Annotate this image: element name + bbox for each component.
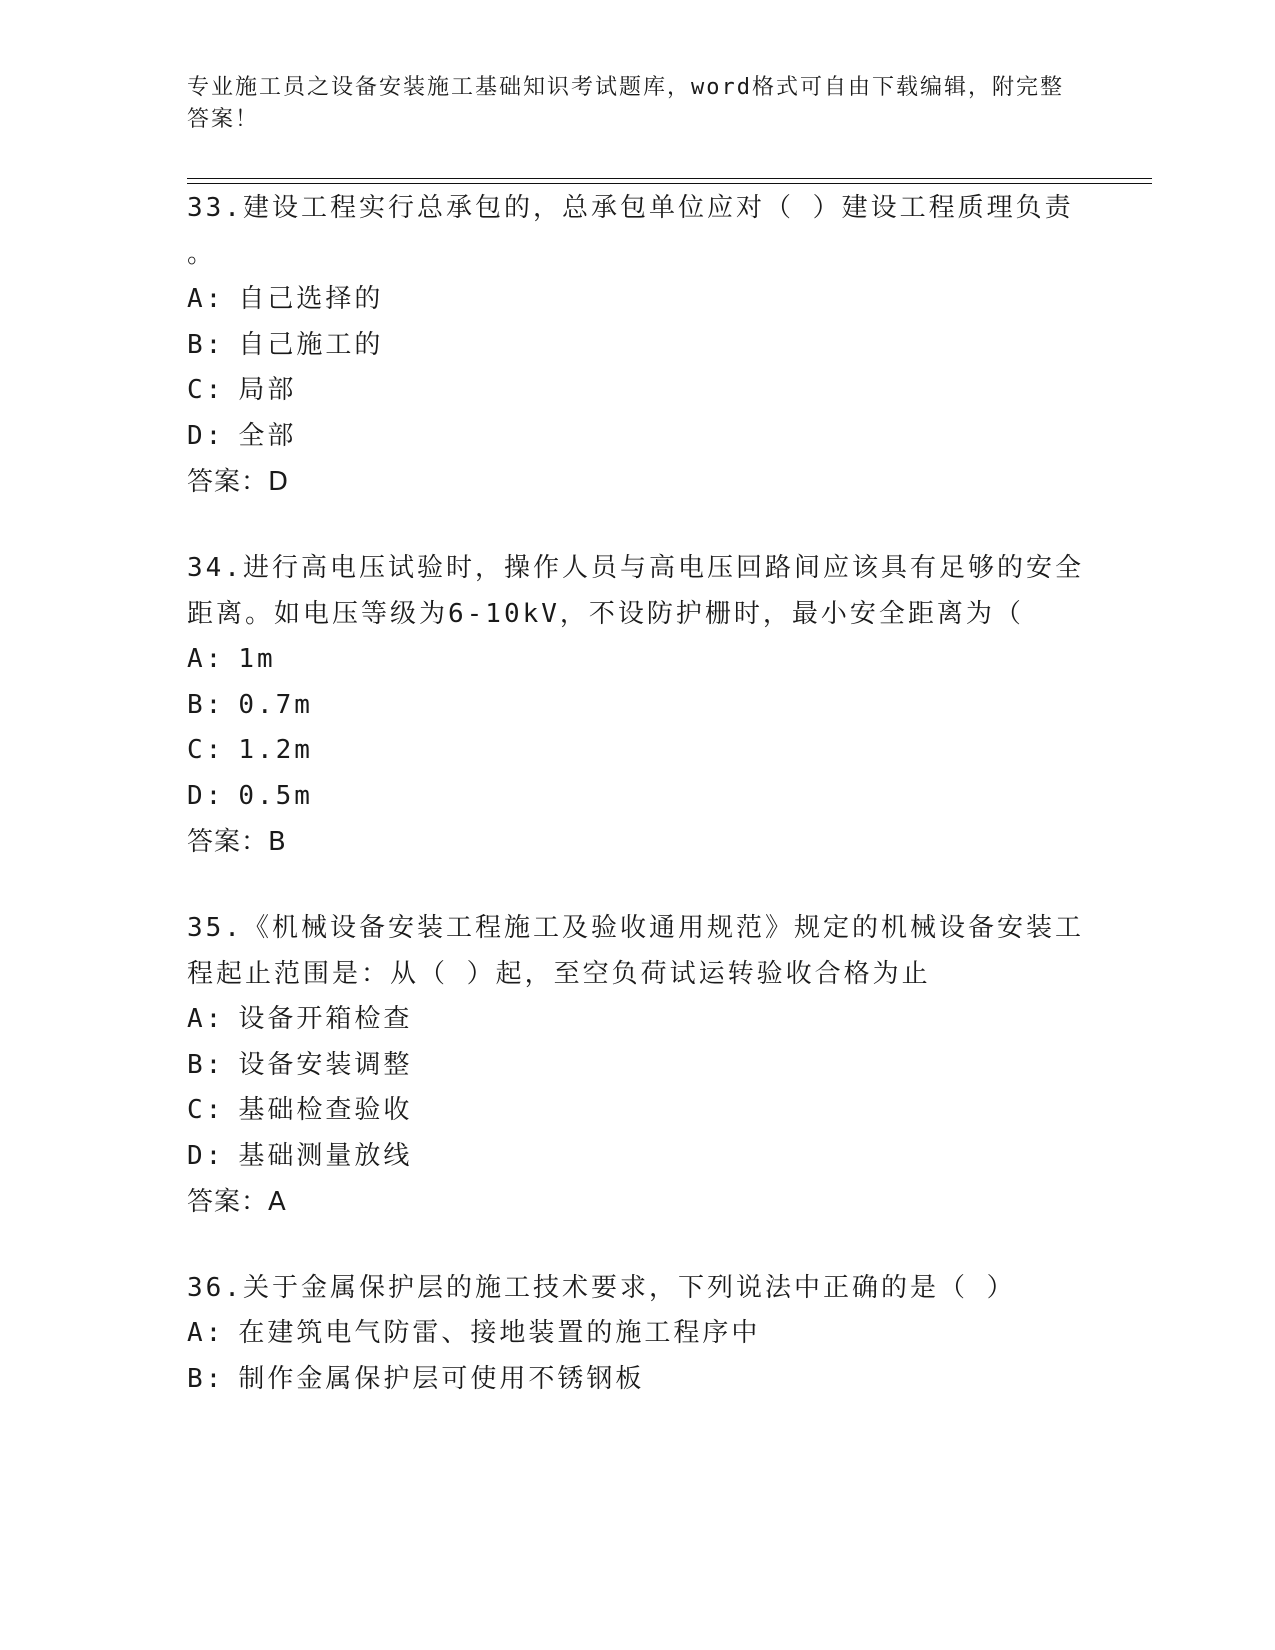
question-stem: 33.建设工程实行总承包的，总承包单位应对（ ）建设工程质理负责 — [187, 193, 1074, 223]
option-letter: B: — [187, 329, 225, 360]
question-33 — [187, 185, 1087, 505]
question-34 — [187, 545, 1087, 865]
option-letter: B: — [187, 689, 225, 720]
option-a — [187, 277, 1087, 323]
option-text: 1.2m — [238, 735, 313, 765]
option-letter: C: — [187, 735, 225, 765]
option-text: 设备安装调整 — [238, 1049, 413, 1080]
option-text: 1m — [238, 644, 276, 674]
option-text: 在建筑电气防雷、接地装置的施工程序中 — [238, 1318, 761, 1348]
option-letter: A: — [187, 1318, 225, 1348]
option-a — [187, 637, 1087, 683]
answer-line: 答案：A — [187, 1187, 287, 1217]
option-b — [187, 683, 1087, 729]
question-35 — [187, 905, 1087, 1225]
option-text: 0.5m — [238, 780, 313, 811]
option-text: 制作金属保护层可使用不锈钢板 — [238, 1363, 645, 1394]
option-letter: A: — [187, 284, 225, 314]
option-d — [187, 1134, 1087, 1180]
option-letter: B: — [187, 1363, 225, 1394]
option-c — [187, 1088, 1087, 1134]
option-letter: D: — [187, 780, 225, 811]
option-letter: A: — [187, 644, 225, 674]
option-b — [187, 1357, 1087, 1403]
option-letter: B: — [187, 1049, 225, 1080]
question-stem: 35.《机械设备安装工程施工及验收通用规范》规定的机械设备安装工 — [187, 913, 1084, 943]
question-stem: 34.进行高电压试验时，操作人员与高电压回路间应该具有足够的安全 — [187, 553, 1084, 583]
option-text: 基础测量放线 — [238, 1140, 413, 1171]
option-text: 基础检查验收 — [238, 1095, 413, 1125]
option-c — [187, 728, 1087, 774]
answer-line: 答案：B — [187, 827, 287, 857]
option-text: 局部 — [238, 375, 297, 405]
option-text: 自己选择的 — [238, 284, 384, 314]
question-stem: 36.关于金属保护层的施工技术要求，下列说法中正确的是（ ） — [187, 1273, 1016, 1303]
option-c — [187, 368, 1087, 414]
option-letter: C: — [187, 375, 225, 405]
option-a — [187, 1311, 1087, 1357]
option-d — [187, 774, 1087, 820]
option-text: 0.7m — [238, 689, 313, 720]
option-b — [187, 323, 1087, 369]
option-text: 全部 — [238, 420, 297, 451]
question-stem-continued: 程起止范围是：从（ ）起，至空负荷试运转验收合格为止 — [187, 959, 931, 989]
option-text: 自己施工的 — [238, 329, 384, 360]
question-stem-continued: 距离。如电压等级为6-10kV，不设防护栅时，最小安全距离为（ — [187, 599, 1024, 629]
header-divider-top — [187, 178, 1152, 179]
option-letter: A: — [187, 1004, 225, 1034]
option-letter: C: — [187, 1095, 225, 1125]
option-text: 设备开箱检查 — [238, 1004, 413, 1034]
header-divider-bottom — [187, 183, 1152, 184]
option-a — [187, 997, 1087, 1043]
option-d — [187, 414, 1087, 460]
option-letter: D: — [187, 420, 225, 451]
question-stem-continued: 。 — [187, 239, 217, 269]
option-letter: D: — [187, 1140, 225, 1171]
option-b — [187, 1043, 1087, 1089]
document-header: 专业施工员之设备安装施工基础知识考试题库，word格式可自由下载编辑，附完整答案！ — [187, 75, 1064, 132]
answer-line: 答案：D — [187, 467, 290, 497]
question-36 — [187, 1265, 1087, 1402]
